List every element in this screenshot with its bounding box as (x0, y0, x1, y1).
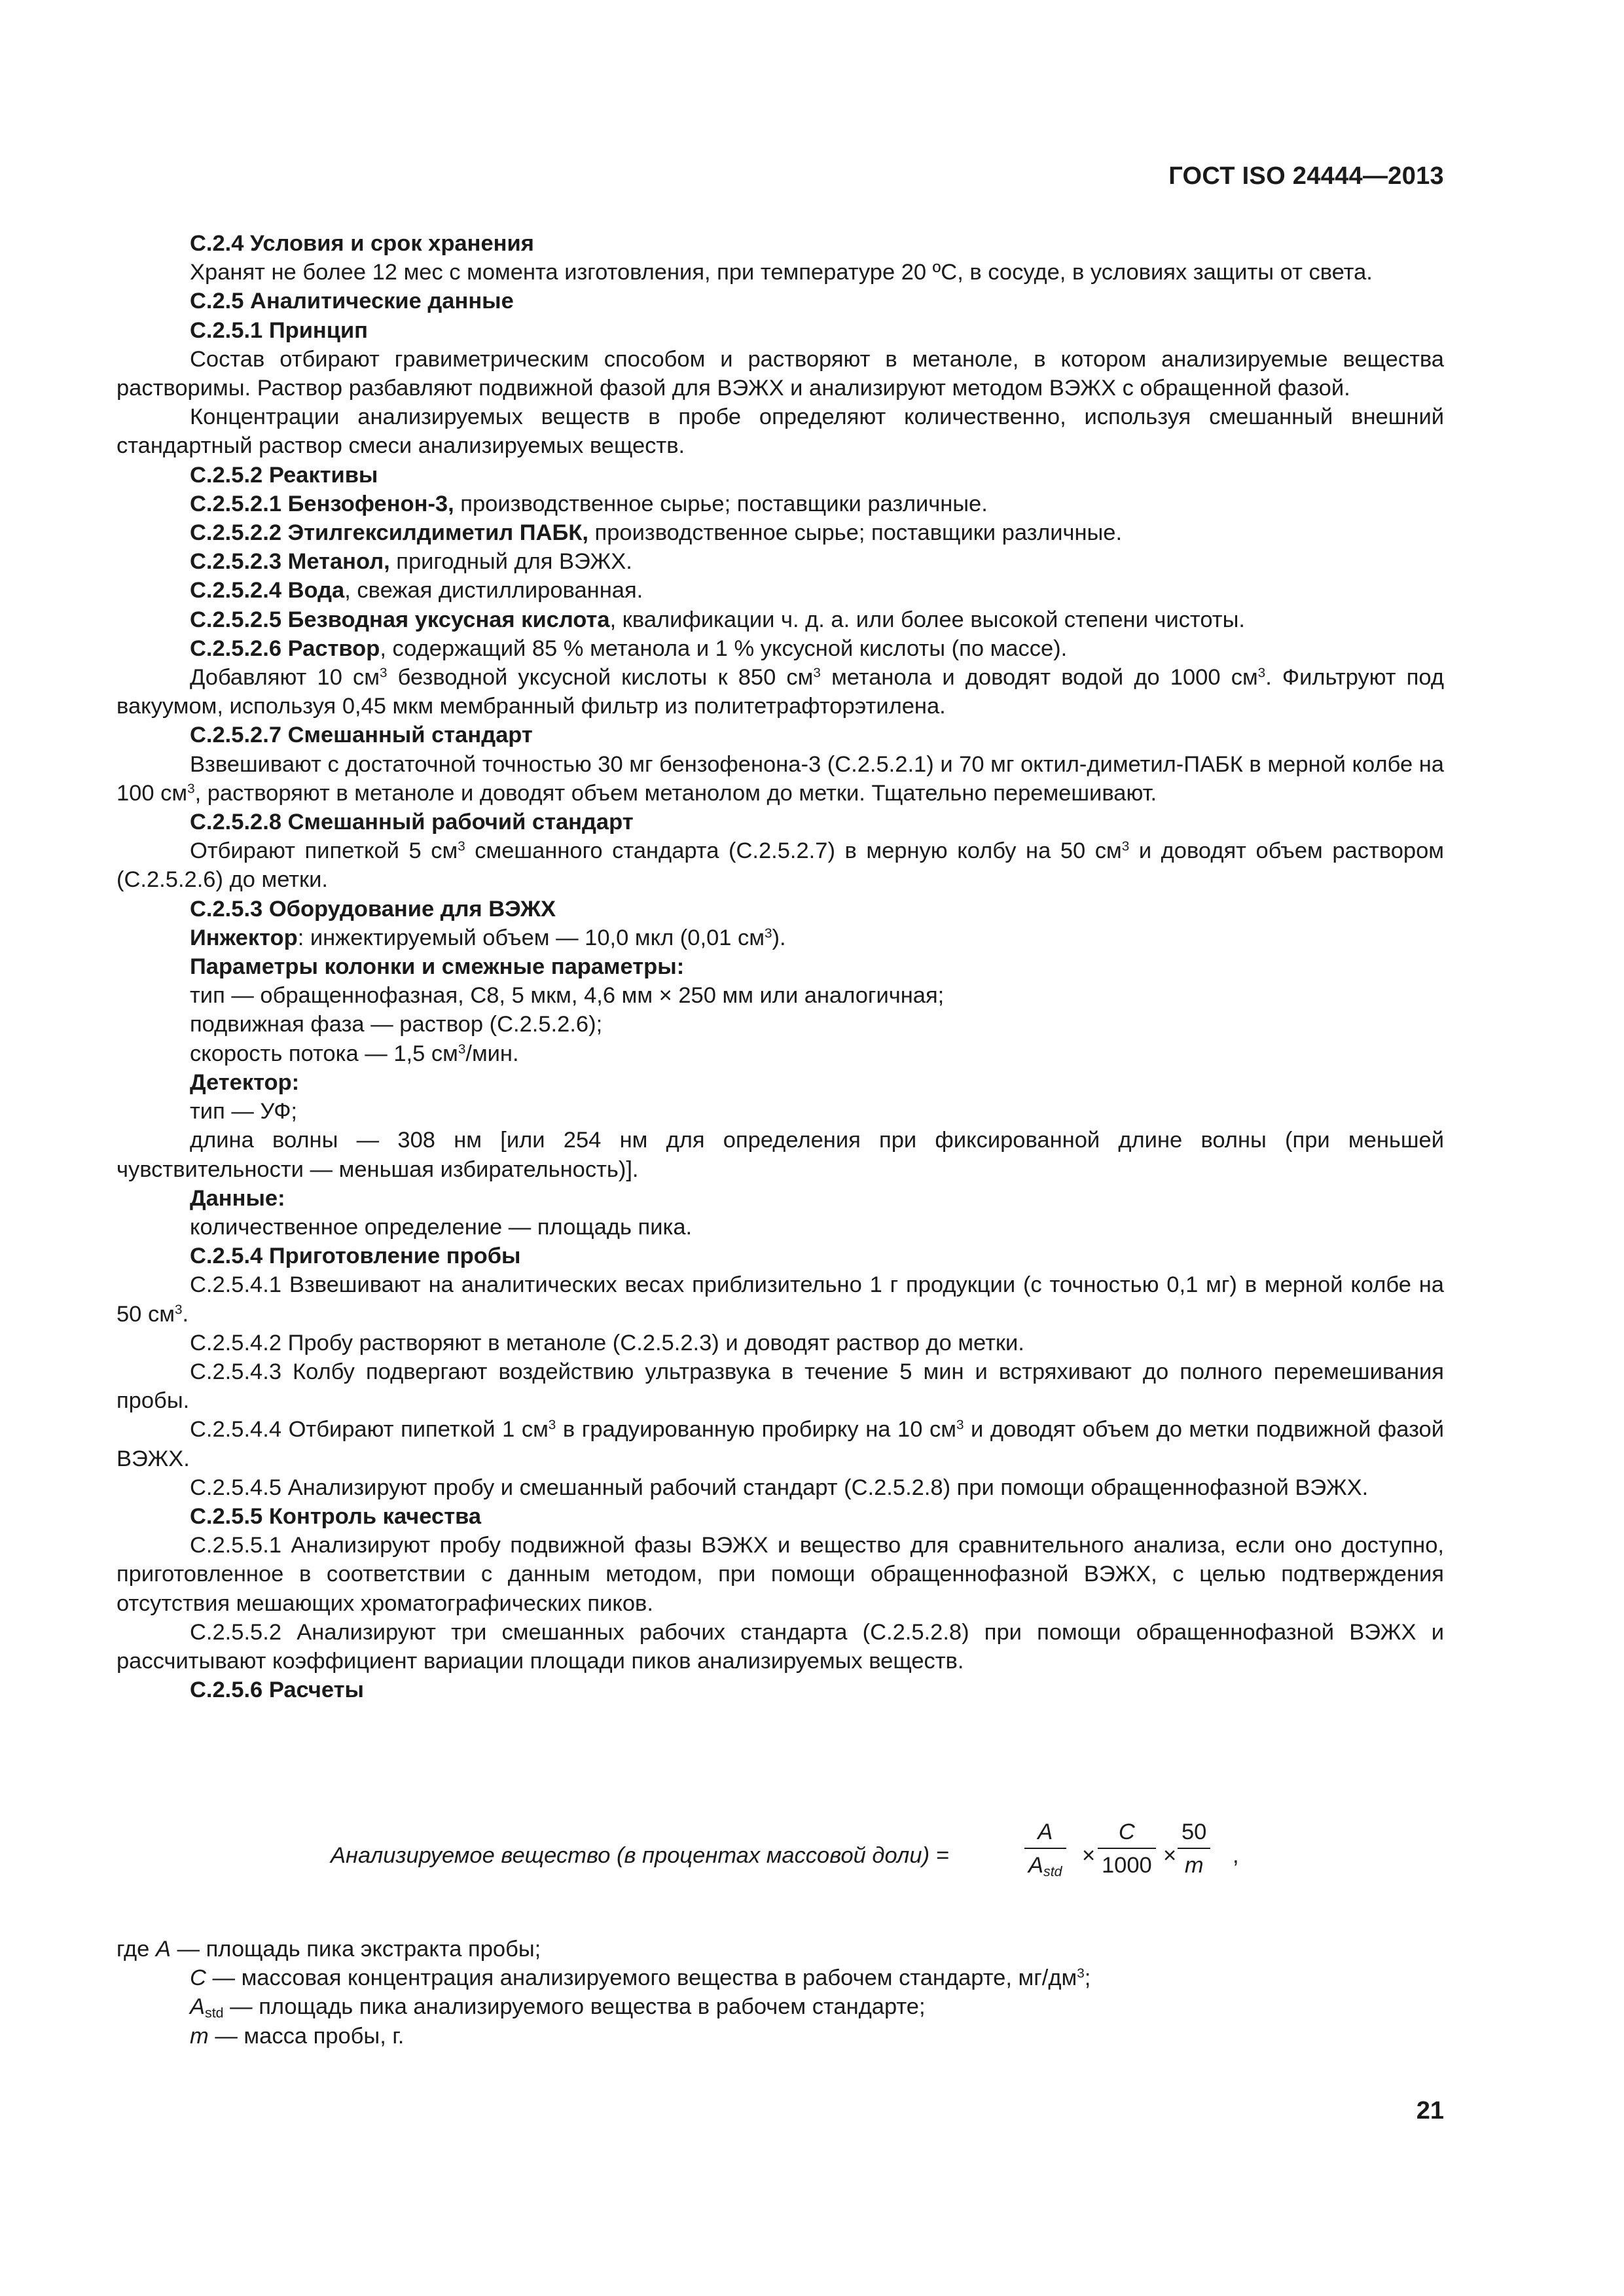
section-heading: С.2.5.2 Реактивы (190, 462, 378, 488)
section-heading: С.2.5.3 Оборудование для ВЭЖХ (190, 896, 556, 922)
paragraph: Хранят не более 12 мес с момента изготовления, при температуре 20 ºС, в сосуде, в условиях защиты от света. (190, 260, 1373, 285)
list-item: тип — обращеннофазная, С8, 5 мкм, 4,6 мм × 250 мм или аналогичная; (190, 983, 945, 1009)
paragraph: С.2.5.5.1 Анализируют пробу подвижной фазы ВЭЖХ и вещество для сравнительного анализа, если оно доступно, приготовленное в соответствии с данным методом, при помощи обращеннофазной ВЭЖХ, с целью подтверждения отсутствия мешающих хроматографических пиков. (117, 1533, 1444, 1616)
paragraph: Концентрации анализируемых веществ в пробе определяют количественно, используя смешанный внешний стандартный раствор смеси анализируемых веществ. (117, 404, 1444, 459)
paragraph: Взвешивают с достаточной точностью 30 мг бензофенона-3 (С.2.5.2.1) и 70 мг октил-диметил-ПАБК в мерной колбе на 100 $см^3$, растворяют в метаноле и доводят объем метанолом до метки. Тщательно перемешивают. (117, 751, 1444, 806)
page-number: 21 (1416, 2097, 1444, 2125)
paragraph: С.2.5.4.2 Пробу растворяют в метаноле (С.2.5.2.3) и доводят раствор до метки. (190, 1330, 1024, 1355)
calculation-formula (331, 1820, 1267, 1898)
section-heading: С.2.4 Условия и срок хранения (190, 231, 534, 256)
subheading: Данные: (190, 1185, 285, 1211)
list-item: количественное определение — площадь пика. (190, 1214, 693, 1240)
section-heading: С.2.5.2.8 Смешанный рабочий стандарт (190, 810, 634, 835)
section-heading: С.2.5.1 Принцип (190, 317, 368, 343)
multiply-sign: × (1082, 1843, 1096, 1868)
reagent-item: С.2.5.2.6 Раствор, содержащий 85 % метанола и 1 % уксусной кислоты (по массе). (190, 636, 1068, 661)
formula-lhs: Анализируемое вещество (в процентах массовой доли) = (331, 1843, 949, 1868)
paragraph: Отбирают пипеткой 5 $см^3$ смешанного стандарта (С.2.5.2.7) в мерную колбу на 50 $см^3$ и доводят объем раствором (С.2.5.2.6) до метки. (117, 838, 1444, 893)
document-body (117, 229, 1444, 1704)
reagent-item: С.2.5.2.4 Вода, свежая дистиллированная. (190, 578, 643, 603)
section-heading: С.2.5.6 Расчеты (190, 1677, 364, 1703)
formula-trailing-comma: , (1233, 1843, 1239, 1868)
subheading: Параметры колонки и смежные параметры: (190, 954, 685, 980)
definition-astd: $A_{std}$ — площадь пика анализируемого вещества в рабочем стандарте; (190, 1994, 926, 2021)
paragraph: С.2.5.5.2 Анализируют три смешанных рабочих стандарта (С.2.5.2.8) при помощи обращеннофазной ВЭЖХ и рассчитывают коэффициент вариации площади пиков анализируемых веществ. (117, 1619, 1444, 1674)
reagent-item: С.2.5.2.3 Метанол, пригодный для ВЭЖХ. (190, 549, 632, 575)
equipment-item: Инжектор: инжектируемый объем — 10,0 мкл (0,01 $см^3$). (190, 925, 786, 950)
section-heading: С.2.5 Аналитические данные (190, 289, 514, 314)
fraction-c-over-1000: $\frac{C}{1000}$ (1098, 1820, 1156, 1878)
paragraph: Состав отбирают гравиметрическим способом и растворяют в метаноле, в котором анализируемые вещества растворимы. Раствор разбавляют подвижной фазой для ВЭЖХ и анализируют методом ВЭЖХ с обращенной фазой. (117, 346, 1444, 401)
paragraph: С.2.5.4.5 Анализируют пробу и смешанный рабочий стандарт (С.2.5.2.8) при помощи обращеннофазной ВЭЖХ. (190, 1475, 1369, 1500)
section-heading: С.2.5.4 Приготовление пробы (190, 1244, 521, 1269)
fraction-a-over-astd: A $A_{std}$ (1024, 1820, 1066, 1878)
definition-c: C — массовая концентрация анализируемого вещества в рабочем стандарте, $мг/дм^3$; (190, 1965, 1091, 1991)
definition-m: m — масса пробы, г. (190, 2023, 405, 2049)
section-heading: С.2.5.2.7 Смешанный стандарт (190, 723, 533, 748)
list-item: тип — УФ; (190, 1099, 298, 1124)
paragraph: С.2.5.4.4 Отбирают пипеткой 1 $см^3$ в градуированную пробирку на 10 $см^3$ и доводят объем до метки подвижной фазой ВЭЖХ. (117, 1417, 1444, 1471)
list-item: скорость потока — 1,5 $см^3$/мин. (190, 1041, 519, 1066)
document-header: ГОСТ ISO 24444—2013 (1168, 162, 1444, 190)
section-heading: С.2.5.5 Контроль качества (190, 1503, 482, 1529)
reagent-item: С.2.5.2.2 Этилгексилдиметил ПАБК, производственное сырье; поставщики различные. (190, 520, 1123, 546)
list-item: длина волны — 308 нм [или 254 нм для определения при фиксированной длине волны (при меньшей чувствительности — меньшая избирательность)]. (117, 1128, 1444, 1182)
paragraph: С.2.5.4.3 Колбу подвергают воздействию ультразвука в течение 5 мин и встряхивают до полного перемешивания пробы. (117, 1359, 1444, 1414)
subheading: Детектор: (190, 1069, 300, 1095)
reagent-item: С.2.5.2.5 Безводная уксусная кислота, квалификации ч. д. а. или более высокой степени чистоты. (190, 607, 1245, 632)
paragraph: С.2.5.4.1 Взвешивают на аналитических весах приблизительно 1 г продукции (с точностью 0,1 мг) в мерной колбе на 50 $см^3$. (117, 1272, 1444, 1327)
fraction-50-over-m: $\frac{50}{m}$ (1178, 1820, 1210, 1878)
list-item: подвижная фаза — раствор (С.2.5.2.6); (190, 1012, 603, 1037)
definition-a: где A — площадь пика экстракта пробы; (117, 1937, 541, 1962)
variable-definitions (117, 1935, 1444, 2051)
paragraph: Добавляют 10 $см^3$ безводной уксусной кислоты к 850 $см^3$ метанола и доводят водой до 1000 $см^3$. Фильтруют под вакуумом, используя 0,45 мкм мембранный фильтр из политетрафторэтилена. (117, 665, 1444, 719)
reagent-item: С.2.5.2.1 Бензофенон-3, производственное сырье; поставщики различные. (190, 491, 988, 516)
multiply-sign: × (1163, 1843, 1177, 1868)
